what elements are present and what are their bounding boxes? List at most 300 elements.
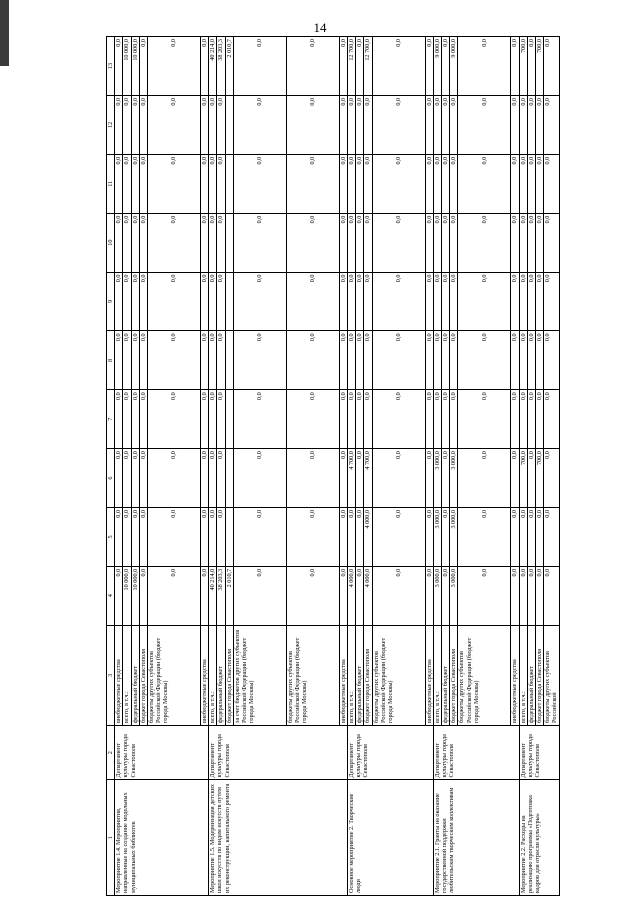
funding-source-cell: бюджет города Севастополя	[225, 625, 233, 725]
amount-cell: 0,0	[433, 390, 441, 449]
amount-cell: 0,0	[511, 95, 519, 154]
amount-cell: 0,0	[519, 566, 527, 625]
amount-cell: 0,0	[425, 507, 433, 566]
amount-cell: 0,0	[115, 154, 123, 213]
amount-cell: 0,0	[527, 213, 535, 272]
amount-cell: 0,0	[217, 507, 225, 566]
amount-cell: 0,0	[131, 390, 139, 449]
column-header: 1	[107, 780, 115, 896]
amount-cell: 0,0	[131, 95, 139, 154]
amount-cell: 0,0	[433, 213, 441, 272]
amount-cell: 0,0	[209, 213, 217, 272]
amount-cell	[225, 331, 233, 390]
funding-source-cell: бюджеты других субъектов Российской	[544, 625, 559, 725]
amount-cell: 0,0	[458, 331, 511, 390]
amount-cell: 0,0	[458, 566, 511, 625]
amount-cell: 0,0	[148, 37, 201, 96]
amount-cell: 0,0	[519, 95, 527, 154]
amount-cell: 0,0	[458, 449, 511, 508]
amount-cell: 0,0	[450, 154, 458, 213]
amount-cell: 0,0	[442, 154, 450, 213]
amount-cell: 0,0	[356, 566, 364, 625]
amount-cell: 10 000,0	[131, 37, 139, 96]
amount-cell: 0,0	[519, 154, 527, 213]
amount-cell: 0,0	[123, 95, 131, 154]
amount-cell: 0,0	[139, 213, 147, 272]
amount-cell: 0,0	[233, 449, 286, 508]
amount-cell: 0,0	[233, 566, 286, 625]
amount-cell: 0,0	[458, 154, 511, 213]
amount-cell: 0,0	[519, 390, 527, 449]
amount-cell: 0,0	[233, 154, 286, 213]
amount-cell: 0,0	[536, 507, 544, 566]
amount-cell: 4 000,0	[364, 507, 372, 566]
amount-cell: 0,0	[209, 154, 217, 213]
amount-cell: 0,0	[544, 331, 559, 390]
amount-cell: 0,0	[511, 331, 519, 390]
amount-cell: 0,0	[425, 154, 433, 213]
amount-cell: 0,0	[217, 449, 225, 508]
amount-cell: 0,0	[286, 213, 339, 272]
amount-cell: 0,0	[139, 507, 147, 566]
activity-name-cell: Мероприятие 2.2. Расходы на реализацию программы «Подготовка кадров для отрасли культуры»	[519, 780, 559, 896]
amount-cell	[225, 154, 233, 213]
amount-cell: 0,0	[425, 37, 433, 96]
amount-cell: 0,0	[527, 507, 535, 566]
amount-cell: 3 000,0	[433, 566, 441, 625]
table-header-row	[107, 37, 115, 896]
amount-cell: 0,0	[536, 154, 544, 213]
activity-name-cell: Мероприятие 2.1. Гранты на оказание государственной поддержки любительским творческим коллективам	[433, 780, 519, 896]
amount-cell: 0,0	[233, 37, 286, 96]
amount-cell: 4 700,0	[348, 449, 356, 508]
amount-cell: 0,0	[201, 331, 209, 390]
amount-cell: 3 000,0	[433, 449, 441, 508]
amount-cell: 0,0	[339, 213, 347, 272]
amount-cell: 0,0	[442, 507, 450, 566]
column-header: 6	[107, 449, 115, 508]
column-header: 12	[107, 95, 115, 154]
amount-cell: 0,0	[356, 37, 364, 96]
amount-cell: 0,0	[348, 213, 356, 272]
amount-cell: 0,0	[425, 566, 433, 625]
amount-cell: 0,0	[217, 272, 225, 331]
amount-cell: 0,0	[209, 449, 217, 508]
amount-cell: 0,0	[458, 390, 511, 449]
amount-cell: 0,0	[519, 331, 527, 390]
amount-cell: 0,0	[458, 95, 511, 154]
amount-cell: 0,0	[442, 390, 450, 449]
amount-cell: 0,0	[209, 331, 217, 390]
amount-cell: 0,0	[364, 390, 372, 449]
amount-cell: 0,0	[148, 449, 201, 508]
amount-cell: 0,0	[544, 507, 559, 566]
amount-cell: 0,0	[348, 390, 356, 449]
amount-cell: 0,0	[209, 272, 217, 331]
amount-cell: 0,0	[356, 390, 364, 449]
amount-cell: 0,0	[536, 213, 544, 272]
amount-cell: 0,0	[511, 566, 519, 625]
amount-cell: 0,0	[519, 272, 527, 331]
amount-cell: 0,0	[131, 154, 139, 213]
responsible-executor-cell: Департамент культуры города Севастополя	[209, 725, 348, 780]
amount-cell: 0,0	[544, 390, 559, 449]
amount-cell: 0,0	[511, 507, 519, 566]
amount-cell: 0,0	[364, 272, 372, 331]
amount-cell: 0,0	[450, 390, 458, 449]
amount-cell: 0,0	[115, 449, 123, 508]
amount-cell: 0,0	[442, 213, 450, 272]
amount-cell: 0,0	[139, 449, 147, 508]
amount-cell: 0,0	[286, 95, 339, 154]
funding-source-cell: бюджеты других субъектов Российской Федерации (бюджет города Москвы)	[286, 625, 339, 725]
amount-cell: 0,0	[425, 331, 433, 390]
amount-cell: 0,0	[442, 272, 450, 331]
amount-cell: 0,0	[527, 154, 535, 213]
amount-cell: 0,0	[339, 507, 347, 566]
funding-source-cell: федеральный бюджет	[442, 625, 450, 725]
amount-cell: 4 700,0	[364, 449, 372, 508]
amount-cell: 0,0	[364, 95, 372, 154]
amount-cell: 0,0	[115, 331, 123, 390]
amount-cell: 0,0	[442, 449, 450, 508]
funding-source-cell: внебюджетные средства	[339, 625, 347, 725]
amount-cell: 0,0	[233, 213, 286, 272]
amount-cell: 0,0	[339, 390, 347, 449]
funding-source-cell: внебюджетные средства	[425, 625, 433, 725]
amount-cell: 0,0	[425, 449, 433, 508]
amount-cell: 38 203,3	[217, 566, 225, 625]
funding-source-cell: федеральный бюджет	[217, 625, 225, 725]
amount-cell: 12 700,0	[364, 37, 372, 96]
amount-cell: 0,0	[372, 213, 425, 272]
table-row	[519, 37, 527, 896]
amount-cell: 0,0	[139, 95, 147, 154]
amount-cell: 0,0	[372, 390, 425, 449]
activity-name-cell: Основное мероприятие 2. Творческие люди	[348, 780, 434, 896]
amount-cell: 0,0	[123, 331, 131, 390]
amount-cell: 0,0	[536, 95, 544, 154]
amount-cell: 0,0	[217, 95, 225, 154]
amount-cell: 0,0	[286, 566, 339, 625]
funding-source-cell: бюджет города Севастополя	[450, 625, 458, 725]
amount-cell: 0,0	[442, 566, 450, 625]
amount-cell: 0,0	[339, 331, 347, 390]
amount-cell: 0,0	[217, 213, 225, 272]
amount-cell: 0,0	[536, 272, 544, 331]
amount-cell: 0,0	[348, 154, 356, 213]
amount-cell: 0,0	[458, 37, 511, 96]
amount-cell: 0,0	[148, 272, 201, 331]
amount-cell: 0,0	[348, 331, 356, 390]
amount-cell: 0,0	[348, 507, 356, 566]
amount-cell: 0,0	[115, 95, 123, 154]
amount-cell: 40 214,0	[209, 37, 217, 96]
column-header: 3	[107, 625, 115, 725]
amount-cell: 0,0	[364, 154, 372, 213]
amount-cell: 0,0	[356, 507, 364, 566]
funding-source-cell: бюджет города Севастополя	[536, 625, 544, 725]
amount-cell: 0,0	[527, 390, 535, 449]
amount-cell: 0,0	[123, 449, 131, 508]
amount-cell: 0,0	[527, 566, 535, 625]
amount-cell: 0,0	[536, 331, 544, 390]
amount-cell: 0,0	[433, 331, 441, 390]
table-row	[115, 37, 123, 896]
amount-cell: 0,0	[458, 272, 511, 331]
amount-cell: 0,0	[217, 154, 225, 213]
amount-cell: 0,0	[148, 566, 201, 625]
amount-cell: 0,0	[233, 390, 286, 449]
amount-cell: 0,0	[286, 507, 339, 566]
amount-cell: 0,0	[286, 331, 339, 390]
amount-cell: 0,0	[148, 154, 201, 213]
amount-cell: 0,0	[339, 95, 347, 154]
funding-source-cell: федеральный бюджет	[527, 625, 535, 725]
amount-cell: 0,0	[286, 154, 339, 213]
amount-cell: 9 000,0	[433, 37, 441, 96]
funding-source-cell: всего, в т.ч.:	[123, 625, 131, 725]
amount-cell: 0,0	[544, 449, 559, 508]
funding-source-cell: бюджет города Севастополя	[139, 625, 147, 725]
amount-cell: 0,0	[425, 272, 433, 331]
amount-cell: 0,0	[364, 331, 372, 390]
activity-name-cell: Мероприятие 1.4. Мероприятия, направленные на создание модельных муниципальных библиотек	[115, 780, 209, 896]
amount-cell: 0,0	[217, 331, 225, 390]
amount-cell: 0,0	[139, 331, 147, 390]
amount-cell: 0,0	[544, 154, 559, 213]
amount-cell: 0,0	[450, 213, 458, 272]
column-header: 10	[107, 213, 115, 272]
amount-cell: 0,0	[139, 390, 147, 449]
amount-cell: 0,0	[123, 213, 131, 272]
amount-cell: 0,0	[442, 37, 450, 96]
amount-cell: 0,0	[286, 449, 339, 508]
funding-source-cell: внебюджетные средства	[201, 625, 209, 725]
amount-cell: 0,0	[139, 37, 147, 96]
amount-cell: 0,0	[131, 449, 139, 508]
amount-cell: 0,0	[356, 331, 364, 390]
amount-cell: 0,0	[433, 95, 441, 154]
amount-cell: 0,0	[139, 154, 147, 213]
amount-cell: 0,0	[372, 272, 425, 331]
amount-cell: 2 010,7	[225, 566, 233, 625]
amount-cell: 0,0	[544, 213, 559, 272]
funding-source-cell: бюджет города Севастополя	[364, 625, 372, 725]
amount-cell: 0,0	[115, 37, 123, 96]
amount-cell: 0,0	[450, 331, 458, 390]
amount-cell: 700,0	[519, 37, 527, 96]
amount-cell: 0,0	[544, 566, 559, 625]
amount-cell: 4 000,0	[348, 566, 356, 625]
amount-cell: 0,0	[209, 507, 217, 566]
column-header: 4	[107, 566, 115, 625]
amount-cell: 0,0	[527, 449, 535, 508]
amount-cell: 0,0	[286, 390, 339, 449]
amount-cell: 0,0	[201, 213, 209, 272]
amount-cell: 0,0	[131, 272, 139, 331]
amount-cell: 0,0	[139, 272, 147, 331]
amount-cell: 0,0	[139, 566, 147, 625]
column-header: 2	[107, 725, 115, 780]
table-row	[433, 37, 441, 896]
responsible-executor-cell: Департамент культуры города Севастополя	[433, 725, 519, 780]
amount-cell: 3 000,0	[450, 566, 458, 625]
amount-cell: 0,0	[348, 272, 356, 331]
amount-cell: 0,0	[511, 272, 519, 331]
table-row	[209, 37, 217, 896]
amount-cell: 0,0	[339, 566, 347, 625]
rotated-table-wrapper	[106, 36, 617, 896]
amount-cell: 0,0	[433, 154, 441, 213]
amount-cell: 0,0	[148, 507, 201, 566]
amount-cell: 0,0	[356, 213, 364, 272]
amount-cell: 0,0	[433, 272, 441, 331]
funding-source-cell: бюджеты других субъектов Российской Федерации (бюджет города Москвы)	[458, 625, 511, 725]
amount-cell: 0,0	[527, 272, 535, 331]
amount-cell: 0,0	[519, 507, 527, 566]
amount-cell: 0,0	[233, 272, 286, 331]
amount-cell: 0,0	[201, 449, 209, 508]
amount-cell	[225, 213, 233, 272]
amount-cell: 0,0	[527, 95, 535, 154]
amount-cell: 0,0	[209, 95, 217, 154]
amount-cell: 0,0	[123, 154, 131, 213]
amount-cell: 0,0	[372, 331, 425, 390]
amount-cell: 0,0	[286, 272, 339, 331]
amount-cell: 3 000,0	[450, 449, 458, 508]
amount-cell: 0,0	[201, 272, 209, 331]
column-header: 9	[107, 272, 115, 331]
amount-cell: 700,0	[519, 449, 527, 508]
amount-cell: 12 700,0	[348, 37, 356, 96]
amount-cell: 0,0	[372, 449, 425, 508]
activity-name-cell: Мероприятие 1.5. Модернизация детских школ искусств по видам искусств путем их реконструкции, капитального ремонта	[209, 780, 348, 896]
amount-cell: 0,0	[217, 390, 225, 449]
amount-cell: 0,0	[536, 390, 544, 449]
funding-source-cell: федеральный бюджет	[131, 625, 139, 725]
amount-cell: 0,0	[148, 390, 201, 449]
column-header: 5	[107, 507, 115, 566]
page-number: 14	[313, 20, 327, 35]
amount-cell: 0,0	[339, 154, 347, 213]
amount-cell: 0,0	[233, 507, 286, 566]
amount-cell: 0,0	[148, 213, 201, 272]
amount-cell: 0,0	[527, 331, 535, 390]
responsible-executor-cell: Департамент культуры города Севастополя	[348, 725, 434, 780]
amount-cell: 9 000,0	[450, 37, 458, 96]
amount-cell: 0,0	[131, 331, 139, 390]
amount-cell: 0,0	[372, 507, 425, 566]
amount-cell: 0,0	[201, 390, 209, 449]
amount-cell: 0,0	[115, 507, 123, 566]
amount-cell: 0,0	[372, 37, 425, 96]
funding-source-cell: внебюджетные средства	[115, 625, 123, 725]
column-header: 7	[107, 390, 115, 449]
funding-source-cell: всего, в т.ч.:	[433, 625, 441, 725]
amount-cell: 0,0	[233, 95, 286, 154]
amount-cell: 0,0	[450, 95, 458, 154]
amount-cell: 0,0	[286, 37, 339, 96]
amount-cell: 3 000,0	[450, 507, 458, 566]
amount-cell: 0,0	[201, 566, 209, 625]
amount-cell: 3 000,0	[433, 507, 441, 566]
funding-source-cell: федеральный бюджет	[356, 625, 364, 725]
amount-cell	[225, 95, 233, 154]
amount-cell: 0,0	[544, 272, 559, 331]
table-row	[348, 37, 356, 896]
amount-cell: 0,0	[201, 154, 209, 213]
amount-cell: 0,0	[536, 566, 544, 625]
funding-source-cell: всего, в т.ч.:	[519, 625, 527, 725]
funding-source-cell: за счет бюджетов других субъектов Российской Федерации (бюджет города Москвы)	[233, 625, 286, 725]
amount-cell: 0,0	[450, 272, 458, 331]
amount-cell: 10 000,0	[123, 37, 131, 96]
amount-cell: 0,0	[527, 37, 535, 96]
column-header: 13	[107, 37, 115, 96]
amount-cell: 0,0	[519, 213, 527, 272]
funding-source-cell: бюджеты других субъектов Российской Федерации (бюджет города Москвы)	[372, 625, 425, 725]
amount-cell: 0,0	[115, 566, 123, 625]
amount-cell	[225, 390, 233, 449]
amount-cell: 2 010,7	[225, 37, 233, 96]
amount-cell: 0,0	[201, 507, 209, 566]
amount-cell	[225, 507, 233, 566]
responsible-executor-cell: Департамент культуры города Севастополя	[115, 725, 209, 780]
amount-cell: 0,0	[458, 507, 511, 566]
amount-cell: 10 000,0	[131, 566, 139, 625]
amount-cell: 0,0	[544, 37, 559, 96]
column-header: 11	[107, 154, 115, 213]
amount-cell: 0,0	[201, 95, 209, 154]
amount-cell: 0,0	[356, 272, 364, 331]
funding-source-cell: всего, в т.ч.:	[348, 625, 356, 725]
amount-cell: 0,0	[233, 331, 286, 390]
amount-cell: 0,0	[364, 213, 372, 272]
amount-cell: 0,0	[115, 213, 123, 272]
amount-cell: 0,0	[339, 37, 347, 96]
amount-cell: 0,0	[425, 213, 433, 272]
amount-cell: 0,0	[339, 272, 347, 331]
amount-cell: 0,0	[123, 272, 131, 331]
amount-cell: 0,0	[511, 37, 519, 96]
amount-cell: 0,0	[131, 213, 139, 272]
amount-cell	[225, 449, 233, 508]
amount-cell: 0,0	[511, 213, 519, 272]
amount-cell: 0,0	[356, 154, 364, 213]
amount-cell: 0,0	[372, 154, 425, 213]
amount-cell: 700,0	[536, 449, 544, 508]
amount-cell: 40 214,0	[209, 566, 217, 625]
amount-cell: 4 000,0	[364, 566, 372, 625]
amount-cell: 0,0	[372, 95, 425, 154]
amount-cell: 0,0	[372, 566, 425, 625]
amount-cell	[225, 272, 233, 331]
amount-cell: 0,0	[348, 95, 356, 154]
amount-cell: 10 000,0	[123, 566, 131, 625]
amount-cell: 0,0	[511, 390, 519, 449]
amount-cell: 0,0	[115, 390, 123, 449]
amount-cell: 0,0	[115, 272, 123, 331]
budget-table	[106, 36, 560, 896]
amount-cell: 0,0	[442, 331, 450, 390]
amount-cell: 0,0	[148, 95, 201, 154]
amount-cell: 0,0	[356, 449, 364, 508]
amount-cell: 0,0	[209, 390, 217, 449]
amount-cell: 0,0	[425, 390, 433, 449]
amount-cell: 0,0	[458, 213, 511, 272]
amount-cell: 0,0	[511, 154, 519, 213]
